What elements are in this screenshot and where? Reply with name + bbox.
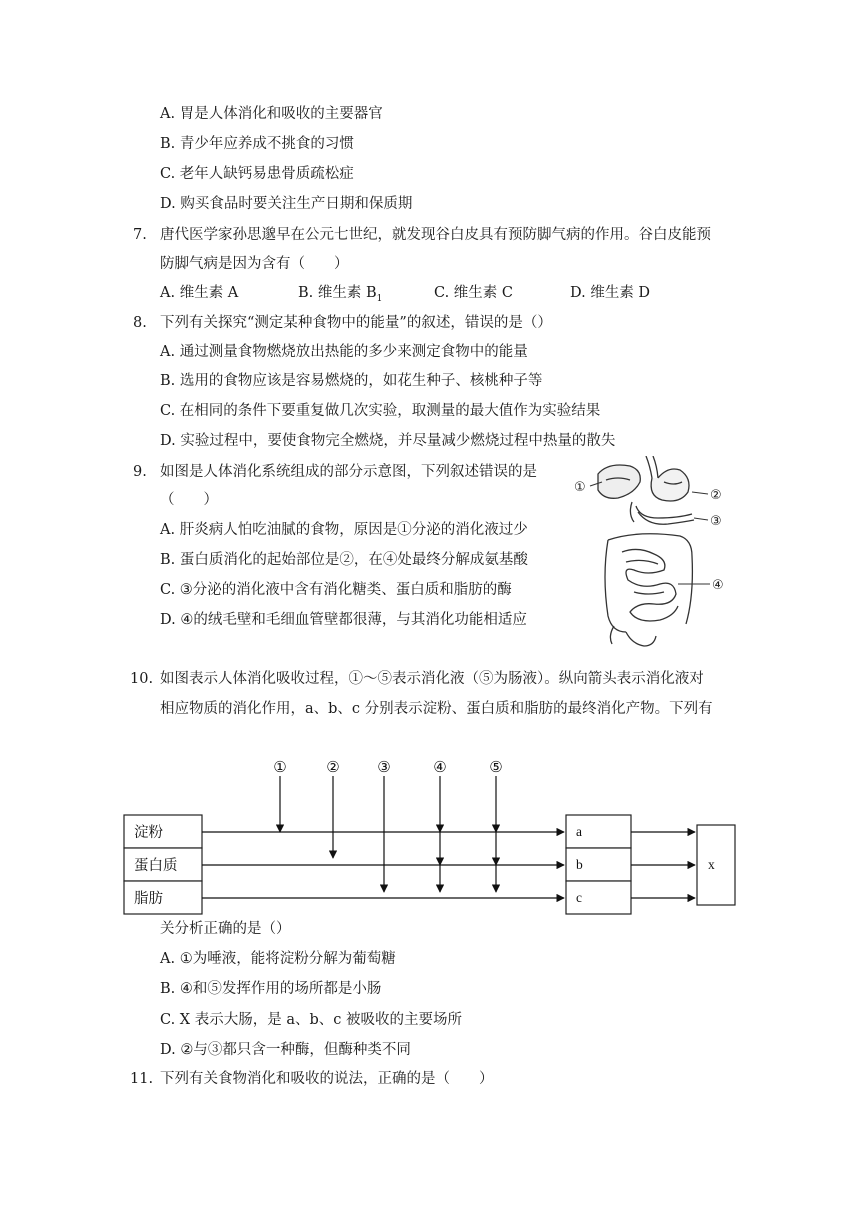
q7-option-c: C. 维生素 C [434,285,513,301]
nutrient-label-fat: 脂肪 [134,891,163,907]
q7-stem-line2: 防脚气病是因为含有（ ） [160,256,349,272]
q9-option-a: A. 肝炎病人怕吃油腻的食物，原因是①分泌的消化液过少 [160,522,528,538]
q11-number: 11. [130,1071,154,1087]
q9-number: 9. [133,464,147,480]
q8-option-b: B. 选用的食物应该是容易燃烧的，如花生种子、核桃种子等 [160,373,543,389]
nutrient-label-protein: 蛋白质 [134,858,178,874]
q10-stem-line2: 相应物质的消化作用，a、b、c 分别表示淀粉、蛋白质和脂肪的最终消化产物。下列有 [160,701,713,717]
q8-option-a: A. 通过测量食物燃烧放出热能的多少来测定食物中的能量 [160,344,528,360]
digestive-system-figure [568,456,738,652]
q9-option-d: D. ④的绒毛壁和毛细血管壁都很薄，与其消化功能相适应 [160,612,527,628]
digestion-flow-diagram [115,752,745,922]
q10-stem-line1: 如图表示人体消化吸收过程，①～⑤表示消化液（⑤为肠液）。纵向箭头表示消化液对 [160,671,704,687]
result-box-x [697,825,735,905]
juice-label-4: ④ [433,758,447,776]
product-label-b: b [576,857,583,872]
q8-option-c: C. 在相同的条件下要重复做几次实验，取测量的最大值作为实验结果 [160,403,601,419]
q9-stem-line2: （ ） [160,492,218,508]
q7-option-d: D. 维生素 D [570,285,651,301]
q9-stem-line1: 如图是人体消化系统组成的部分示意图，下列叙述错误的是 [160,464,537,480]
figure-label-1: ① [574,480,586,495]
nutrient-label-starch: 淀粉 [134,825,163,841]
q10-option-c: C. X 表示大肠，是 a、b、c 被吸收的主要场所 [160,1012,462,1028]
product-label-c: c [576,890,582,905]
result-label-x: x [708,857,715,872]
figure-label-2: ② [710,488,722,503]
juice-label-3: ③ [377,758,391,776]
q8-stem: 下列有关探究“测定某种食物中的能量”的叙述，错误的是（） [160,315,552,331]
q9-option-c: C. ③分泌的消化液中含有消化糖类、蛋白质和脂肪的酶 [160,582,512,598]
q10-option-a: A. ①为唾液，能将淀粉分解为葡萄糖 [160,951,396,967]
juice-label-1: ① [273,758,287,776]
figure-label-3: ③ [710,514,722,529]
q10-stem-line3: 关分析正确的是（） [160,921,291,937]
q10-option-b: B. ④和⑤发挥作用的场所都是小肠 [160,981,382,997]
q7-number: 7. [133,227,147,243]
q6-option-a: A. 胃是人体消化和吸收的主要器官 [160,106,383,122]
q9-option-b: B. 蛋白质消化的起始部位是②，在④处最终分解成氨基酸 [160,552,528,568]
q7-option-b [298,283,382,309]
product-label-a: a [576,824,582,839]
q6-option-d: D. 购买食品时要关注生产日期和保质期 [160,196,413,212]
q10-number: 10. [130,671,154,687]
q6-option-b: B. 青少年应养成不挑食的习惯 [160,136,354,152]
juice-label-2: ② [326,758,340,776]
figure-label-4: ④ [712,578,724,593]
q8-option-d: D. 实验过程中，要使食物完全燃烧，并尽量减少燃烧过程中热量的散失 [160,433,616,449]
q8-number: 8. [133,315,147,331]
q6-option-c: C. 老年人缺钙易患骨质疏松症 [160,166,354,182]
q7-stem-line1: 唐代医学家孙思邈早在公元七世纪，就发现谷白皮具有预防脚气病的作用。谷白皮能预 [160,227,711,243]
juice-label-5: ⑤ [489,758,503,776]
q7-option-b-text: B. 维生素 B [298,285,377,301]
q11-stem: 下列有关食物消化和吸收的说法，正确的是（ ） [160,1071,494,1087]
q7-option-b-subscript: 1 [376,293,383,304]
q10-option-d: D. ②与③都只含一种酶，但酶种类不同 [160,1042,411,1058]
q7-option-a: A. 维生素 A [160,285,239,301]
